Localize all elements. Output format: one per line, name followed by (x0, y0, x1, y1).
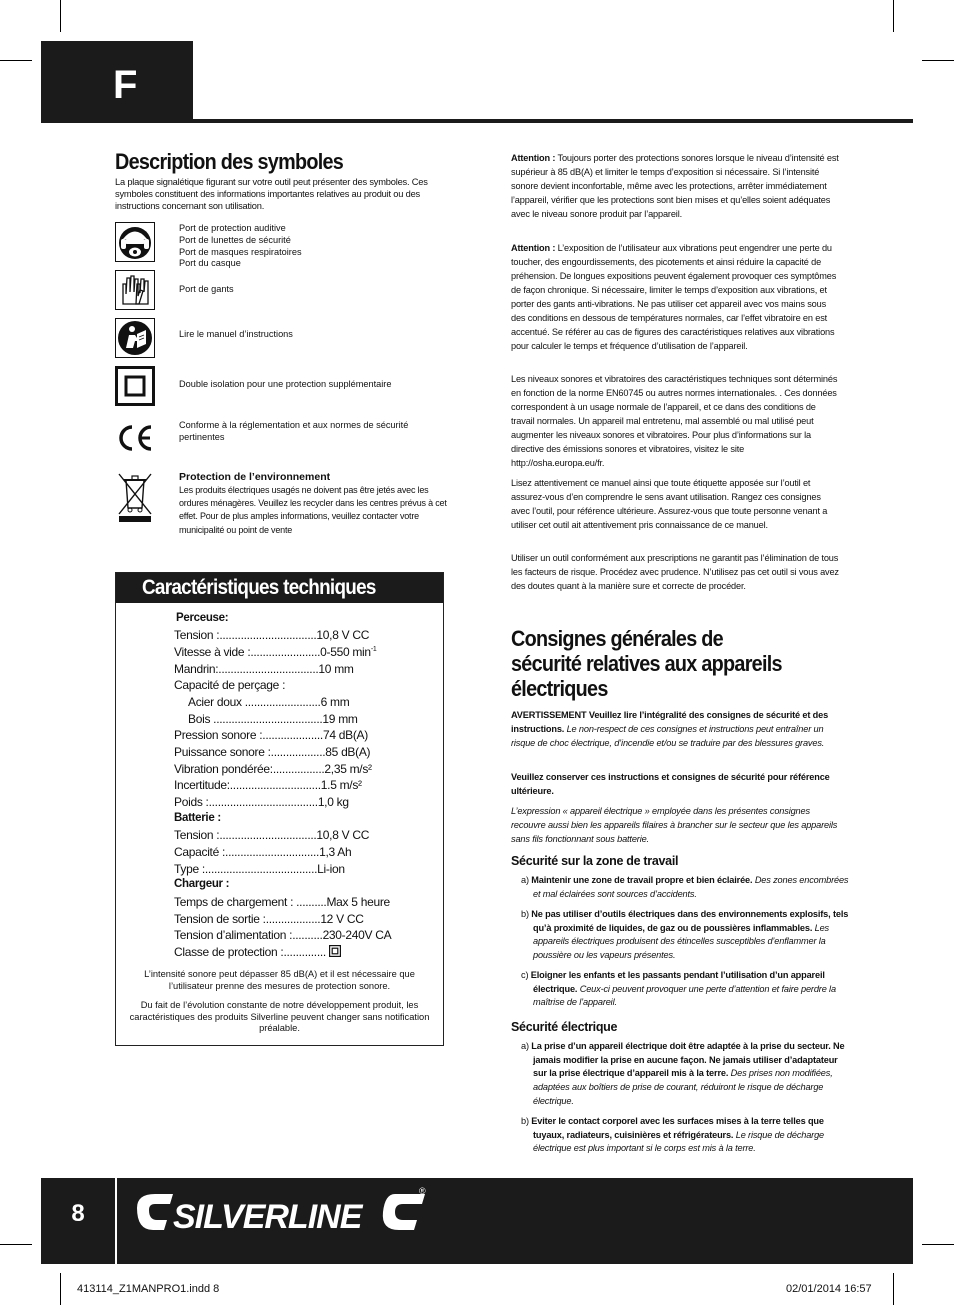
spec-value: 10 mm (318, 662, 354, 676)
language-tab (41, 41, 193, 123)
warning-paragraph: AVERTISSEMENT Veuillez lire l’intégralité des consignes de sécurité et des instructions. Le non-respect de ces consignes et instructions peut entraîner un risque de choc électrique, d’incendie et/ou se traduire par des blessures graves. (511, 710, 829, 748)
spec-row-chuck: Mandrin:.................................10 mm (174, 662, 354, 676)
spec-row-output-voltage: Tension de sortie :..................12 V CC (174, 912, 364, 926)
work-area-item-b: b) Ne pas utiliser d’outils électriques dans des environnements explosifs, tels qu’à proximité de liquides, de gaz ou de poussières inflammables. Les appareils électriques produisent des étincelles susceptibles d’enflammer la poussière ou les vapeurs présentes. (521, 909, 849, 961)
spec-value: 12 V CC (320, 912, 364, 926)
ce-mark-icon (115, 418, 155, 458)
spec-note-sound: L’intensité sonore peut dépasser 85 dB(A) et il est nécessaire que l’utilisateur prenne des mesures de protection sonore. (144, 969, 415, 991)
spec-row-supply-voltage: Tension d’alimentation :..........230-240V CA (174, 928, 392, 942)
symbol-text-line: Port de protection auditive (179, 223, 286, 233)
symbol-text-line: Lire le manuel d’instructions (179, 329, 293, 339)
spec-value: 74 dB(A) (322, 728, 368, 742)
expression-paragraph: L’expression « appareil électrique » employée dans les présentes consignes recouvre aussi bien les appareils filaires à brancher sur le secteur que les appareils sans fils fonctionnant sous batterie. (511, 806, 838, 844)
spec-row-speed: Vitesse à vide :.......................0-550 $\min^{-1}$ (174, 645, 377, 659)
date-slug: 02/01/2014 16:57 (786, 1283, 872, 1295)
symbol-row-gloves (115, 270, 445, 312)
crop-mark (893, 1273, 894, 1305)
spec-value: 19 mm (322, 712, 358, 726)
crop-mark (60, 0, 61, 32)
spec-value: Max 5 heure (326, 895, 390, 909)
manual-icon (115, 318, 155, 358)
double-insulation-icon (115, 366, 155, 406)
spec-row-wood: Bois ....................................19 mm (188, 712, 358, 726)
safety-title (511, 626, 817, 701)
spec-value: Li-ion (317, 862, 345, 876)
spec-row-batt-type: Type :.....................................Li-ion (174, 862, 345, 876)
spec-note-development: Du fait de l’évolution constante de notre développement produit, les caractéristiques des produits Silverline peuvent changer sans notification préalable. (129, 1000, 430, 1034)
read-manual-paragraph: Lisez attentivement ce manuel ainsi que toute étiquette apposée sur l’outil et assurez-vous d’en comprendre le sens avant utilisation. Rangez ces consignes avec l’outil, pour référence ultérieure. Assurez-vous que toute personne venant a utiliser cet outil ait attentivement pris connaissance de ce manuel. (511, 478, 828, 530)
symbol-row-ce (115, 416, 445, 458)
environment-text: Les produits électriques usagés ne doivent pas être jetés avec les ordures ménagères. Veuillez les recycler dans les centres prévus à cet effet. Pour de plus amples informations, veuillez contacter votre municipalité ou point de vente (179, 485, 447, 535)
symbol-row-double-insulation (115, 366, 445, 408)
spec-value: 1,3 Ah (319, 845, 352, 859)
specs-title: Caractéristiques techniques (142, 576, 376, 599)
safety-title-line: sécurité relatives aux appareils (511, 651, 782, 676)
gloves-icon (115, 270, 155, 310)
symbols-intro: La plaque signalétique figurant sur votre outil peut présenter des symboles. Ces symboles constituent des informations importantes relatives au produit ou des instructions concernant son utilisation. (115, 177, 428, 212)
spec-row-voltage: Tension :................................10,8 V CC (174, 628, 370, 642)
spec-value: 10,8 V CC (316, 628, 370, 642)
spec-row-charge-time: Temps de chargement : ..........Max 5 heure (174, 895, 390, 909)
spec-value: 6 mm (320, 695, 350, 709)
crop-mark (0, 60, 32, 61)
work-area-item-c: c) Eloigner les enfants et les passants pendant l’utilisation d’un appareil électrique. Ceux-ci peuvent provoquer une perte d’attention et faire perdre la maîtrise de l’appareil. (521, 970, 836, 1008)
spec-row-sound-power: Puissance sonore :..................85 dB(A) (174, 745, 371, 759)
footer-divider (115, 1178, 117, 1264)
spec-row-batt-voltage: Tension :................................10,8 V CC (174, 828, 370, 842)
spec-value: 2,35 m/s² (324, 762, 372, 776)
spec-row-protection-class: Classe de protection :.............. (174, 945, 341, 959)
symbol-text-line: Conforme à la réglementation et aux normes de sécurité pertinentes (179, 420, 409, 442)
symbol-row-environment (115, 470, 445, 542)
registered-mark: ® (419, 1186, 426, 1196)
silverline-logo-mark (133, 1186, 433, 1246)
spec-row-weight: Poids :....................................1,0 kg (174, 795, 349, 809)
keep-instructions-paragraph: Veuillez conserver ces instructions et consignes de sécurité pour référence ultérieure. (511, 772, 830, 796)
crop-mark (0, 1244, 32, 1245)
safety-title-line: électriques (511, 676, 608, 701)
noise-levels-paragraph: Les niveaux sonores et vibratoires des caractéristiques techniques sont déterminés en fonction de la norme EN60745 ou autres normes internationales. . Ces données correspondent à un usage normale de l’appareil, et ce dans des conditions de travail normales. Un appareil mal entretenu, mal assemblé ou mal utilisé peut augmenter les niveaux sonores et vibratoires. Pour plus d’informations sur la directive des émissions sonores et vibratoires, visitez le site http://osha.europa.eu/fr. (511, 374, 838, 468)
electrical-heading: Sécurité électrique (511, 1020, 618, 1034)
brand-wordmark: SILVERLINE (173, 1198, 362, 1236)
symbol-text-line: Port de gants (179, 284, 234, 294)
residual-risk-paragraph: Utiliser un outil conformément aux prescriptions ne garantit pas l’élimination de tous les facteurs de risque. Procédez avec prudence. N’utilisez pas cet outil si vous avez des doutes quant à la manière sure et correcte de procéder. (511, 553, 839, 591)
class-ii-icon (329, 945, 341, 957)
spec-value: 1,0 kg (317, 795, 349, 809)
spec-row-mild-steel: Acier doux .........................6 mm (188, 695, 350, 709)
spec-row-uncertainty: Incertitude:..............................1.5 m/s² (174, 778, 362, 792)
spec-row-vibration: Vibration pondérée:.................2,35 m/s² (174, 762, 372, 776)
symbols-title: Description des symboles (115, 149, 344, 174)
safety-title-line: Consignes générales de (511, 626, 723, 651)
file-slug: 413114_Z1MANPRO1.indd 8 (77, 1283, 220, 1295)
spec-value: 10,8 V CC (316, 828, 370, 842)
environment-heading: Protection de l’environnement (179, 471, 331, 483)
page-number: 8 (71, 1200, 85, 1227)
symbol-text-line: Port de masques respiratoires (179, 246, 302, 257)
weee-bin-icon (115, 470, 155, 524)
silverline-logo (133, 1186, 433, 1251)
electrical-item-b: b) Eviter le contact corporel avec les surfaces mises à la terre telles que tuyaux, radiateurs, cuisinières et réfrigérateurs. Le risque de décharge électrique est plus important si le corps est mis à la terre. (521, 1116, 825, 1154)
spec-heading-battery: Batterie : (174, 812, 221, 824)
electrical-item-a: a) La prise d’un appareil électrique doit être adaptée à la prise du secteur. Ne jamais modifier la prise en aucune façon. Ne jamais utiliser d’adaptateur sur la prise électrique d’appareil mis à la terre. Des prises non modifiées, adaptées aux boîtiers de prise de courant, réduiront le risque de décharge électrique. (521, 1041, 845, 1106)
spec-heading-drill: Perceuse: (176, 612, 229, 624)
spec-value: 85 dB(A) (325, 745, 371, 759)
spec-value: 230-240V CA (322, 928, 392, 942)
spec-heading-charger: Chargeur : (174, 878, 230, 890)
crop-mark (60, 1273, 61, 1305)
spec-value: 0-550 min (320, 645, 371, 659)
specs-box (115, 572, 444, 1046)
symbol-text-line: Double isolation pour une protection supplémentaire (179, 379, 392, 389)
spec-capacity-label: Capacité de perçage : (174, 678, 286, 692)
attention-vibration-paragraph: Attention : L’exposition de l’utilisateur aux vibrations peut engendrer une perte du toucher, des engourdissements, des picotements et ainsi réduire la capacité de préhension. De longues expositions peuvent également provoquer ces symptômes de façon chronique. Si nécessaire, limiter le temps d’exposition aux vibrations, et porter des gants anti-vibrations. Ne pas utiliser cet appareil avec vos mains sous des conditions en dessous de températures normales, car l’effet vibratoire en est accentué. Se référer au cas de figures des caractéristiques relatives aux vibrations pour calculer le temps et fréquence d’utilisation de l’appareil. (511, 243, 837, 351)
attention-noise-paragraph: Attention : Toujours porter des protections sonores lorsque le niveau d’intensité est supérieur à 85 dB(A) et limiter le temps d’exposition si nécessaire. Si l’intensité sonore devient inconfortable, même avec les protections, arrêter immédiatement l’appareil, vérifier que les protections sont bien mises et qu’elles soient adéquates avec le niveau sonore produit par l’appareil. (511, 153, 839, 219)
header-rule (193, 119, 913, 123)
symbol-text-line: Port de lunettes de sécurité (179, 234, 291, 245)
crop-mark (922, 60, 954, 61)
crop-mark (922, 1244, 954, 1245)
symbol-row-ppe (115, 222, 445, 268)
specs-header (116, 573, 443, 603)
spec-row-sound-pressure: Pression sonore :....................74 dB(A) (174, 728, 368, 742)
symbol-row-manual (115, 318, 445, 360)
spec-row-batt-capacity: Capacité :...............................1,3 Ah (174, 845, 352, 859)
work-area-heading: Sécurité sur la zone de travail (511, 854, 679, 868)
spec-value: 1.5 m/s² (320, 778, 362, 792)
ppe-icon (115, 222, 155, 262)
symbol-text-line: Port du casque (179, 258, 241, 269)
language-letter: F (113, 63, 138, 107)
work-area-item-a: a) Maintenir une zone de travail propre et bien éclairée. Des zones encombrées et mal éclairées sont sources d’accidents. (521, 875, 849, 899)
crop-mark (893, 0, 894, 32)
